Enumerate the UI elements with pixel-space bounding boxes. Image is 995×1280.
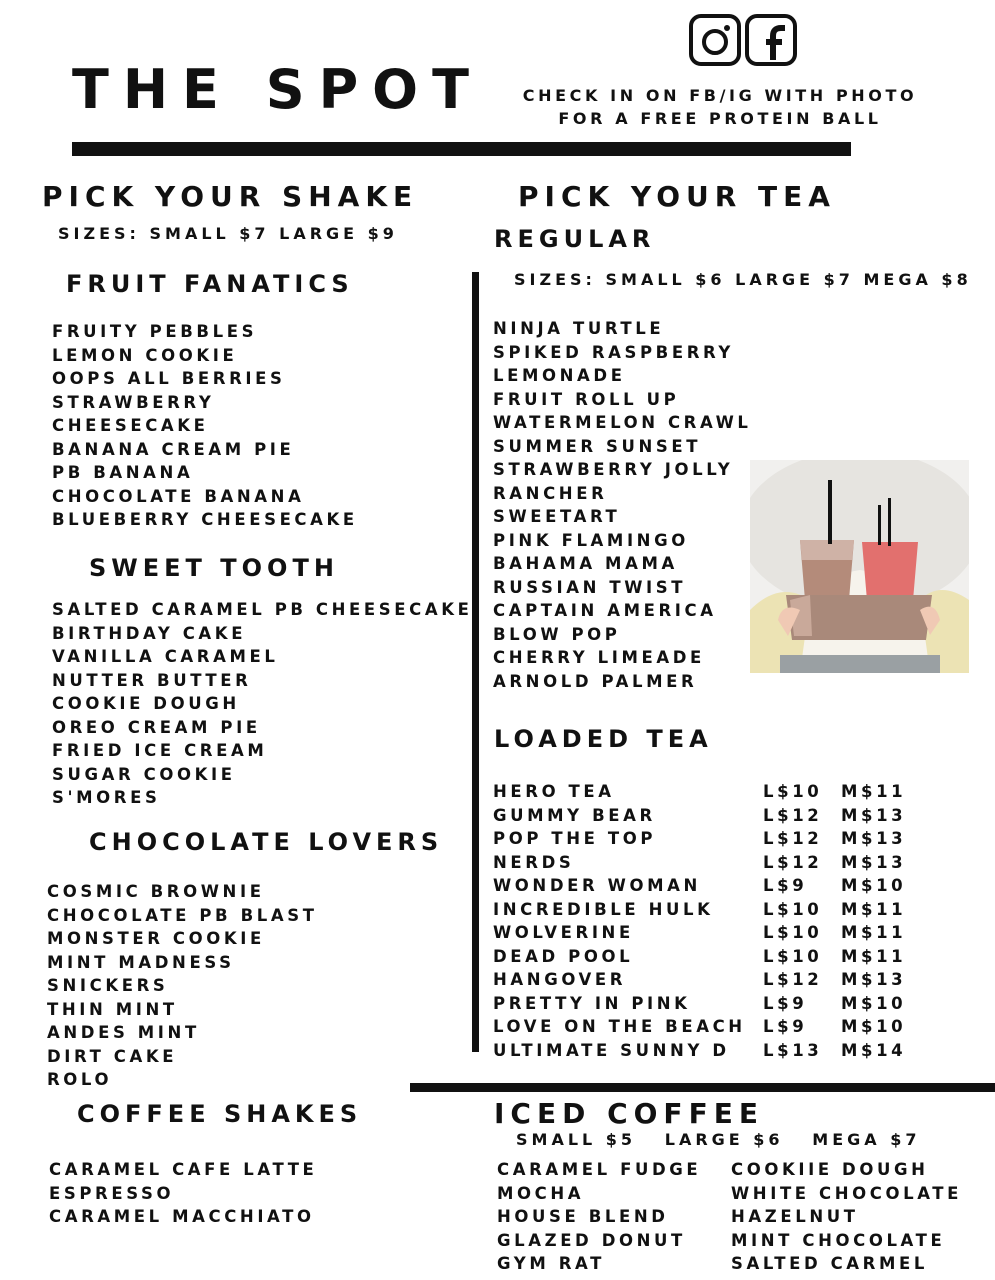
list-item: RANCHER [493,483,608,503]
large-price: L$12 [763,852,823,872]
list-item: CARAMEL CAFE LATTE [49,1160,318,1179]
list-item [493,945,906,969]
list-item: SNICKERS [47,976,169,995]
list-item: CARAMEL FUDGE [497,1160,702,1179]
list-item: CARAMEL MACCHIATO [49,1207,315,1226]
list-item: GYM RAT [497,1254,605,1273]
list-item: FRUITY PEBBLES [52,322,258,341]
list-item: STRAWBERRY JOLLY [493,460,734,479]
facebook-icon[interactable] [745,14,797,66]
list-item: STRAWBERRY [52,392,215,412]
item-name: HANGOVER [493,970,627,989]
list-item: SPIKED RASPBERRY [493,342,734,362]
list-item: CAPTAIN AMERICA [493,601,717,620]
list-item: HAZELNUT [731,1207,859,1226]
iced-coffee-list-1 [497,1158,701,1276]
list-item: WATERMELON CRAWL [493,413,752,432]
list-item: CHEESECAKE [52,416,209,435]
header-divider [72,142,851,156]
list-item: MINT CHOCOLATE [731,1230,946,1250]
list-item: COSMIC BROWNIE [47,882,265,901]
list-item: MINT MADNESS [47,952,235,972]
item-name: DEAD POOL [493,946,634,966]
shakes-sizes: SIZES: SMALL $7 LARGE $9 [58,224,398,243]
loaded-tea-heading: LOADED TEA [494,725,713,753]
large-price: L$10 [763,923,823,942]
item-name: WOLVERINE [493,923,634,942]
large-price: L$9 [763,993,808,1013]
mega-price: M$14 [841,1040,907,1060]
list-item: SWEETART [493,507,621,526]
fruit-fanatics-heading: FRUIT FANATICS [66,270,354,298]
mega-price: M$10 [841,876,907,895]
item-name: HERO TEA [493,782,615,801]
list-item: NUTTER BUTTER [52,670,252,690]
list-item: S'MORES [52,788,161,807]
mega-price: M$13 [841,970,907,989]
list-item: BAHAMA MAMA [493,554,678,573]
loaded-tea-list [493,780,906,1062]
chocolate-lovers-list [47,880,318,1092]
large-price: L$13 [763,1040,823,1060]
column-divider [472,272,479,1052]
list-item [493,898,906,922]
list-item: NINJA TURTLE [493,319,665,338]
list-item [493,780,906,804]
list-item: FRUIT ROLL UP [493,389,680,409]
list-item: COOKIIE DOUGH [731,1160,929,1179]
instagram-icon[interactable] [689,14,741,66]
list-item: BLOW POP [493,624,621,644]
list-item [493,992,906,1016]
page-title: THE SPOT [72,58,483,121]
checkin-line-1: CHECK IN ON FB/IG WITH PHOTO [522,86,918,105]
mega-price: M$11 [841,923,907,942]
large-price: L$10 [763,899,823,919]
list-item: CHOCOLATE BANANA [52,486,305,506]
list-item: ROLO [47,1070,113,1089]
mega-price: M$13 [841,829,907,848]
list-item: VANILLA CARAMEL [52,647,279,666]
list-item: SALTED CARAMEL PB CHEESECAKE [52,600,473,619]
sweet-tooth-list [52,598,472,810]
item-name: NERDS [493,852,575,872]
sweet-tooth-heading: SWEET TOOTH [89,554,339,582]
checkin-promo [505,84,935,130]
list-item: HOUSE BLEND [497,1207,669,1226]
coffee-shakes-heading: COFFEE SHAKES [77,1100,363,1128]
list-item: PINK FLAMINGO [493,530,689,550]
list-item: THIN MINT [47,999,178,1019]
list-item: FRIED ICE CREAM [52,741,268,760]
list-item: SUMMER SUNSET [493,436,702,456]
list-item: OOPS ALL BERRIES [52,369,286,388]
list-item: RUSSIAN TWIST [493,577,687,597]
list-item: GLAZED DONUT [497,1230,686,1250]
item-name: INCREDIBLE HULK [493,899,714,919]
item-name: ULTIMATE SUNNY D [493,1040,730,1060]
mega-price: M$11 [841,946,907,966]
list-item [493,804,906,828]
mega-price: M$13 [841,805,907,825]
tea-heading: PICK YOUR TEA [518,180,836,213]
item-name: PRETTY IN PINK [493,993,691,1013]
mega-price: M$13 [841,852,907,872]
list-item: CHERRY LIMEADE [493,648,705,667]
list-item: COOKIE DOUGH [52,694,240,713]
item-name: WONDER WOMAN [493,876,701,895]
mega-price: M$10 [841,993,907,1013]
list-item: LEMON COOKIE [52,345,238,365]
list-item: CHOCOLATE PB BLAST [47,905,318,925]
list-item: PB BANANA [52,463,194,482]
regular-tea-heading: REGULAR [494,225,656,253]
chocolate-lovers-heading: CHOCOLATE LOVERS [89,828,444,856]
mega-price: M$11 [841,782,907,801]
item-name: LOVE ON THE BEACH [493,1017,746,1036]
large-price: L$12 [763,805,823,825]
iced-coffee-sizes: SMALL $5 LARGE $6 MEGA $7 [516,1130,921,1149]
regular-tea-list [493,317,752,693]
list-item: MONSTER COOKIE [47,929,265,948]
list-item: BANANA CREAM PIE [52,439,295,459]
large-price: L$12 [763,970,823,989]
drinks-photo [750,460,969,673]
large-price: L$9 [763,876,808,895]
large-price: L$10 [763,782,823,801]
large-price: L$9 [763,1017,808,1036]
mega-price: M$11 [841,899,907,919]
list-item [493,874,906,898]
item-name: POP THE TOP [493,829,657,848]
list-item: ANDES MINT [47,1023,200,1042]
checkin-line-2: FOR A FREE PROTEIN BALL [558,109,882,128]
shakes-heading: PICK YOUR SHAKE [42,180,419,213]
list-item [493,968,906,992]
list-item: BIRTHDAY CAKE [52,623,247,643]
item-name: GUMMY BEAR [493,805,656,825]
list-item: BLUEBERRY CHEESECAKE [52,510,358,529]
list-item [493,851,906,875]
large-price: L$12 [763,829,823,848]
iced-coffee-divider [410,1083,995,1092]
list-item: SALTED CARMEL [731,1254,928,1273]
iced-coffee-list-2 [731,1158,962,1276]
large-price: L$10 [763,946,823,966]
list-item: ARNOLD PALMER [493,671,698,691]
list-item: OREO CREAM PIE [52,717,261,737]
list-item: WHITE CHOCOLATE [731,1183,963,1203]
mega-price: M$10 [841,1017,907,1036]
social-icons [689,14,797,66]
list-item [493,1015,906,1039]
list-item: ESPRESSO [49,1183,175,1203]
list-item [493,1039,906,1063]
iced-coffee-heading: ICED COFFEE [494,1097,764,1130]
list-item [493,827,906,851]
list-item: LEMONADE [493,366,626,385]
fruit-fanatics-list [52,320,358,532]
list-item [493,921,906,945]
list-item: DIRT CAKE [47,1046,178,1066]
list-item: SUGAR COOKIE [52,764,236,784]
coffee-shakes-list [49,1158,317,1229]
regular-tea-sizes: SIZES: SMALL $6 LARGE $7 MEGA $8 [514,270,972,289]
list-item: MOCHA [497,1183,585,1203]
